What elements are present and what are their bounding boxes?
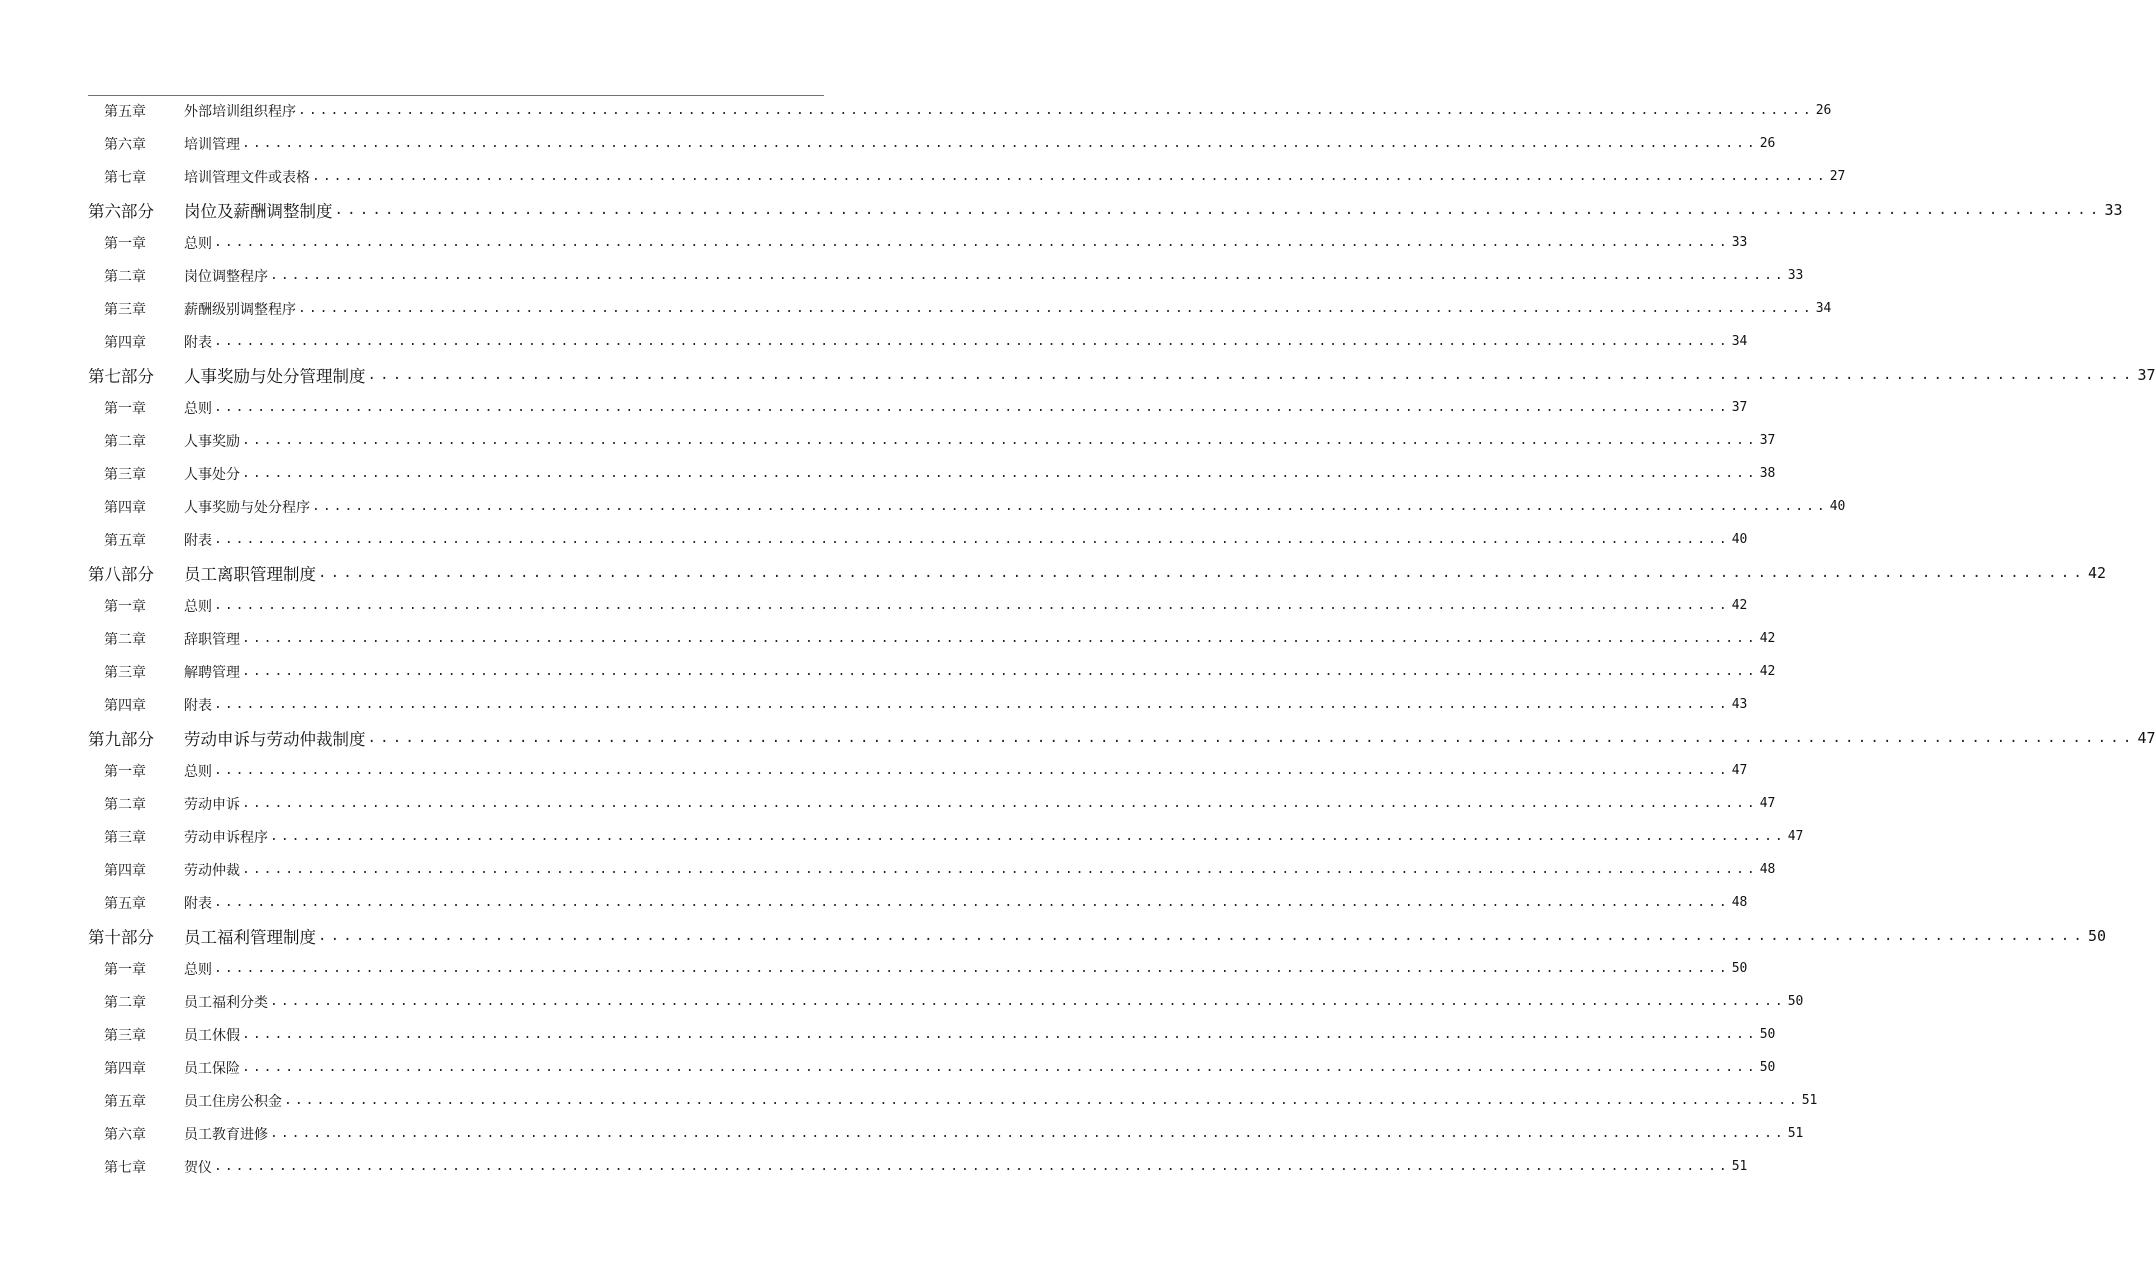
toc-dot-leader: ............................................................................................................................................: [242, 862, 1758, 877]
toc-chapter-entry[interactable]: [104, 688, 1748, 721]
toc-page-number: 51: [1801, 1093, 1818, 1108]
toc-entry-title: 劳动仲裁: [184, 862, 240, 879]
toc-dot-leader: ............................................................................................................................................: [270, 994, 1786, 1009]
toc-page-number: 47: [1731, 763, 1748, 778]
toc-dot-leader: ............................................................................................................................................: [214, 235, 1730, 250]
toc-entry-number: 第一章: [104, 400, 146, 417]
toc-entry-number: 第四章: [104, 334, 146, 351]
toc-entry-number: 第二章: [104, 268, 146, 285]
toc-entry-number: 第十部分: [88, 927, 154, 947]
toc-page-number: 50: [1787, 994, 1804, 1009]
toc-page-number: 42: [1759, 631, 1776, 646]
toc-entry-number: 第四章: [104, 862, 146, 879]
toc-page-number: 42: [2088, 563, 2107, 582]
toc-entry-number: 第六章: [104, 136, 146, 153]
toc-chapter-entry[interactable]: [104, 259, 1804, 292]
toc-chapter-entry[interactable]: [104, 292, 1832, 325]
toc-chapter-entry[interactable]: [104, 622, 1776, 655]
toc-dot-leader: ............................................................................................................................................: [214, 697, 1730, 712]
toc-entry-title: 总则: [184, 961, 212, 978]
toc-chapter-entry[interactable]: [104, 589, 1748, 622]
toc-entry-number: 第七部分: [88, 366, 154, 386]
toc-page-number: 26: [1759, 136, 1776, 151]
toc-page-number: 42: [1731, 598, 1748, 613]
toc-page-number: 47: [1759, 796, 1776, 811]
toc-entry-number: 第二章: [104, 433, 146, 450]
toc-entry-number: 第八部分: [88, 564, 154, 584]
toc-entry-title: 岗位调整程序: [184, 268, 268, 285]
toc-dot-leader: ............................................................................................................................................: [242, 664, 1758, 679]
toc-dot-leader: ............................................................................................................................................: [214, 532, 1730, 547]
toc-entry-title: 岗位及薪酬调整制度: [184, 201, 333, 221]
toc-entry-number: 第六部分: [88, 201, 154, 221]
toc-entry-title: 人事奖励: [184, 433, 240, 450]
toc-chapter-entry[interactable]: [104, 325, 1748, 358]
toc-dot-leader: ............................................................................................................................................: [242, 1027, 1758, 1042]
toc-entry-number: 第一章: [104, 763, 146, 780]
toc-entry-title: 培训管理: [184, 136, 240, 153]
toc-entry-number: 第六章: [104, 1126, 146, 1143]
toc-chapter-entry[interactable]: [104, 787, 1776, 820]
toc-entry-number: 第七章: [104, 169, 146, 186]
toc-dot-leader: ............................................................................................................................................: [214, 400, 1730, 415]
toc-entry-title: 附表: [184, 532, 212, 549]
toc-page-number: 37: [1731, 400, 1748, 415]
toc-page-number: 50: [1759, 1027, 1776, 1042]
toc-entry-title: 员工离职管理制度: [184, 564, 316, 584]
toc-dot-leader: ............................................................................................................................................: [298, 301, 1814, 316]
toc-dot-leader: ............................................................................................................................................: [318, 564, 2087, 581]
toc-dot-leader: ............................................................................................................................................: [312, 169, 1828, 184]
toc-entry-number: 第三章: [104, 1027, 146, 1044]
toc-entry-title: 总则: [184, 598, 212, 615]
toc-entry-number: 第三章: [104, 829, 146, 846]
toc-dot-leader: ............................................................................................................................................: [318, 927, 2087, 944]
toc-dot-leader: ............................................................................................................................................: [270, 1126, 1786, 1141]
toc-dot-leader: ............................................................................................................................................: [242, 1060, 1758, 1075]
toc-entry-title: 总则: [184, 235, 212, 252]
toc-chapter-entry[interactable]: [104, 424, 1776, 457]
toc-entry-number: 第二章: [104, 631, 146, 648]
toc-entry-title: 薪酬级别调整程序: [184, 301, 296, 318]
toc-entry-number: 第四章: [104, 697, 146, 714]
toc-chapter-entry[interactable]: [104, 886, 1748, 919]
toc-entry-title: 附表: [184, 697, 212, 714]
toc-entry-title: 劳动申诉程序: [184, 829, 268, 846]
toc-dot-leader: ............................................................................................................................................: [298, 103, 1814, 118]
toc-page-number: 47: [1787, 829, 1804, 844]
toc-dot-leader: ............................................................................................................................................: [214, 961, 1730, 976]
toc-chapter-entry[interactable]: [104, 1018, 1776, 1051]
toc-dot-leader: ............................................................................................................................................: [334, 201, 2103, 218]
toc-entry-number: 第五章: [104, 895, 146, 912]
toc-dot-leader: ............................................................................................................................................: [242, 433, 1758, 448]
toc-entry-title: 劳动申诉与劳动仲裁制度: [184, 729, 366, 749]
toc-entry-number: 第四章: [104, 499, 146, 516]
toc-entry-title: 员工住房公积金: [184, 1093, 282, 1110]
toc-entry-number: 第九部分: [88, 729, 154, 749]
toc-entry-title: 外部培训组织程序: [184, 103, 296, 120]
toc-page-number: 37: [2137, 365, 2156, 384]
toc-entry-title: 人事处分: [184, 466, 240, 483]
toc-entry-title: 附表: [184, 334, 212, 351]
toc-chapter-entry[interactable]: [104, 853, 1776, 886]
toc-page-number: 43: [1731, 697, 1748, 712]
toc-page-number: 47: [2137, 728, 2156, 747]
toc-dot-leader: ............................................................................................................................................: [214, 895, 1730, 910]
toc-page-number: 51: [1731, 1159, 1748, 1174]
toc-page-number: 33: [1787, 268, 1804, 283]
toc-part-entry[interactable]: [88, 721, 2156, 754]
toc-dot-leader: ............................................................................................................................................: [367, 729, 2136, 746]
toc-chapter-entry[interactable]: [104, 391, 1748, 424]
toc-entry-number: 第一章: [104, 961, 146, 978]
toc-entry-title: 附表: [184, 895, 212, 912]
toc-entry-number: 第四章: [104, 1060, 146, 1077]
toc-chapter-entry[interactable]: [104, 457, 1776, 490]
toc-dot-leader: ............................................................................................................................................: [214, 598, 1730, 613]
toc-page-number: 33: [2104, 200, 2123, 219]
toc-page-number: 42: [1759, 664, 1776, 679]
toc-page-number: 51: [1787, 1126, 1804, 1141]
toc-dot-leader: ............................................................................................................................................: [242, 631, 1758, 646]
toc-entry-title: 劳动申诉: [184, 796, 240, 813]
toc-entry-title: 员工福利分类: [184, 994, 268, 1011]
toc-dot-leader: ............................................................................................................................................: [242, 136, 1758, 151]
toc-page-number: 50: [1731, 961, 1748, 976]
toc-chapter-entry[interactable]: [104, 490, 1846, 523]
toc-dot-leader: ............................................................................................................................................: [270, 268, 1786, 283]
toc-page-number: 27: [1829, 169, 1846, 184]
toc-entry-number: 第二章: [104, 994, 146, 1011]
toc-chapter-entry[interactable]: [104, 1051, 1776, 1084]
toc-entry-title: 培训管理文件或表格: [184, 169, 310, 186]
toc-part-entry[interactable]: [88, 556, 2107, 589]
toc-part-entry[interactable]: [88, 193, 2123, 226]
toc-chapter-entry[interactable]: [104, 127, 1776, 160]
toc-page-number: 50: [2088, 926, 2107, 945]
toc-entry-number: 第五章: [104, 1093, 146, 1110]
toc-page-number: 37: [1759, 433, 1776, 448]
toc-entry-number: 第七章: [104, 1159, 146, 1176]
toc-page-number: 38: [1759, 466, 1776, 481]
toc-chapter-entry[interactable]: [104, 985, 1804, 1018]
toc-dot-leader: ............................................................................................................................................: [270, 829, 1786, 844]
toc-chapter-entry[interactable]: [104, 1117, 1804, 1150]
toc-page-number: 34: [1731, 334, 1748, 349]
toc-chapter-entry[interactable]: [104, 94, 1832, 127]
toc-entry-title: 总则: [184, 400, 212, 417]
toc-chapter-entry[interactable]: [104, 952, 1748, 985]
toc-entry-number: 第三章: [104, 664, 146, 681]
toc-entry-number: 第一章: [104, 235, 146, 252]
toc-part-entry[interactable]: [88, 358, 2156, 391]
toc-dot-leader: ............................................................................................................................................: [214, 763, 1730, 778]
toc-part-entry[interactable]: [88, 919, 2107, 952]
toc-entry-title: 辞职管理: [184, 631, 240, 648]
toc-entry-number: 第三章: [104, 466, 146, 483]
toc-entry-number: 第一章: [104, 598, 146, 615]
toc-entry-number: 第五章: [104, 103, 146, 120]
toc-page-number: 40: [1829, 499, 1846, 514]
toc-entry-number: 第三章: [104, 301, 146, 318]
toc-entry-number: 第二章: [104, 796, 146, 813]
toc-page-number: 34: [1815, 301, 1832, 316]
toc-page-number: 48: [1759, 862, 1776, 877]
toc-dot-leader: ............................................................................................................................................: [367, 366, 2136, 383]
toc-chapter-entry[interactable]: [104, 160, 1846, 193]
toc-page-number: 33: [1731, 235, 1748, 250]
toc-entry-title: 总则: [184, 763, 212, 780]
toc-chapter-entry[interactable]: [104, 226, 1748, 259]
toc-dot-leader: ............................................................................................................................................: [284, 1093, 1800, 1108]
toc-chapter-entry[interactable]: [104, 754, 1748, 787]
toc-chapter-entry[interactable]: [104, 523, 1748, 556]
toc-dot-leader: ............................................................................................................................................: [242, 466, 1758, 481]
toc-dot-leader: ............................................................................................................................................: [214, 334, 1730, 349]
toc-dot-leader: ............................................................................................................................................: [242, 796, 1758, 811]
toc-entry-number: 第五章: [104, 532, 146, 549]
toc-entry-title: 解聘管理: [184, 664, 240, 681]
toc-page-number: 48: [1731, 895, 1748, 910]
toc-entry-title: 员工休假: [184, 1027, 240, 1044]
toc-entry-title: 贺仪: [184, 1159, 212, 1176]
toc-page-number: 26: [1815, 103, 1832, 118]
toc-page-number: 40: [1731, 532, 1748, 547]
toc-chapter-entry[interactable]: [104, 1084, 1818, 1117]
toc-dot-leader: ............................................................................................................................................: [214, 1159, 1730, 1174]
toc-entry-title: 人事奖励与处分程序: [184, 499, 310, 516]
toc-dot-leader: ............................................................................................................................................: [312, 499, 1828, 514]
toc-entry-title: 人事奖励与处分管理制度: [184, 366, 366, 386]
toc-chapter-entry[interactable]: [104, 820, 1804, 853]
toc-entry-title: 员工教育进修: [184, 1126, 268, 1143]
toc-entry-title: 员工福利管理制度: [184, 927, 316, 947]
toc-chapter-entry[interactable]: [104, 1150, 1748, 1183]
toc-entry-title: 员工保险: [184, 1060, 240, 1077]
toc-chapter-entry[interactable]: [104, 655, 1776, 688]
toc-page-number: 50: [1759, 1060, 1776, 1075]
